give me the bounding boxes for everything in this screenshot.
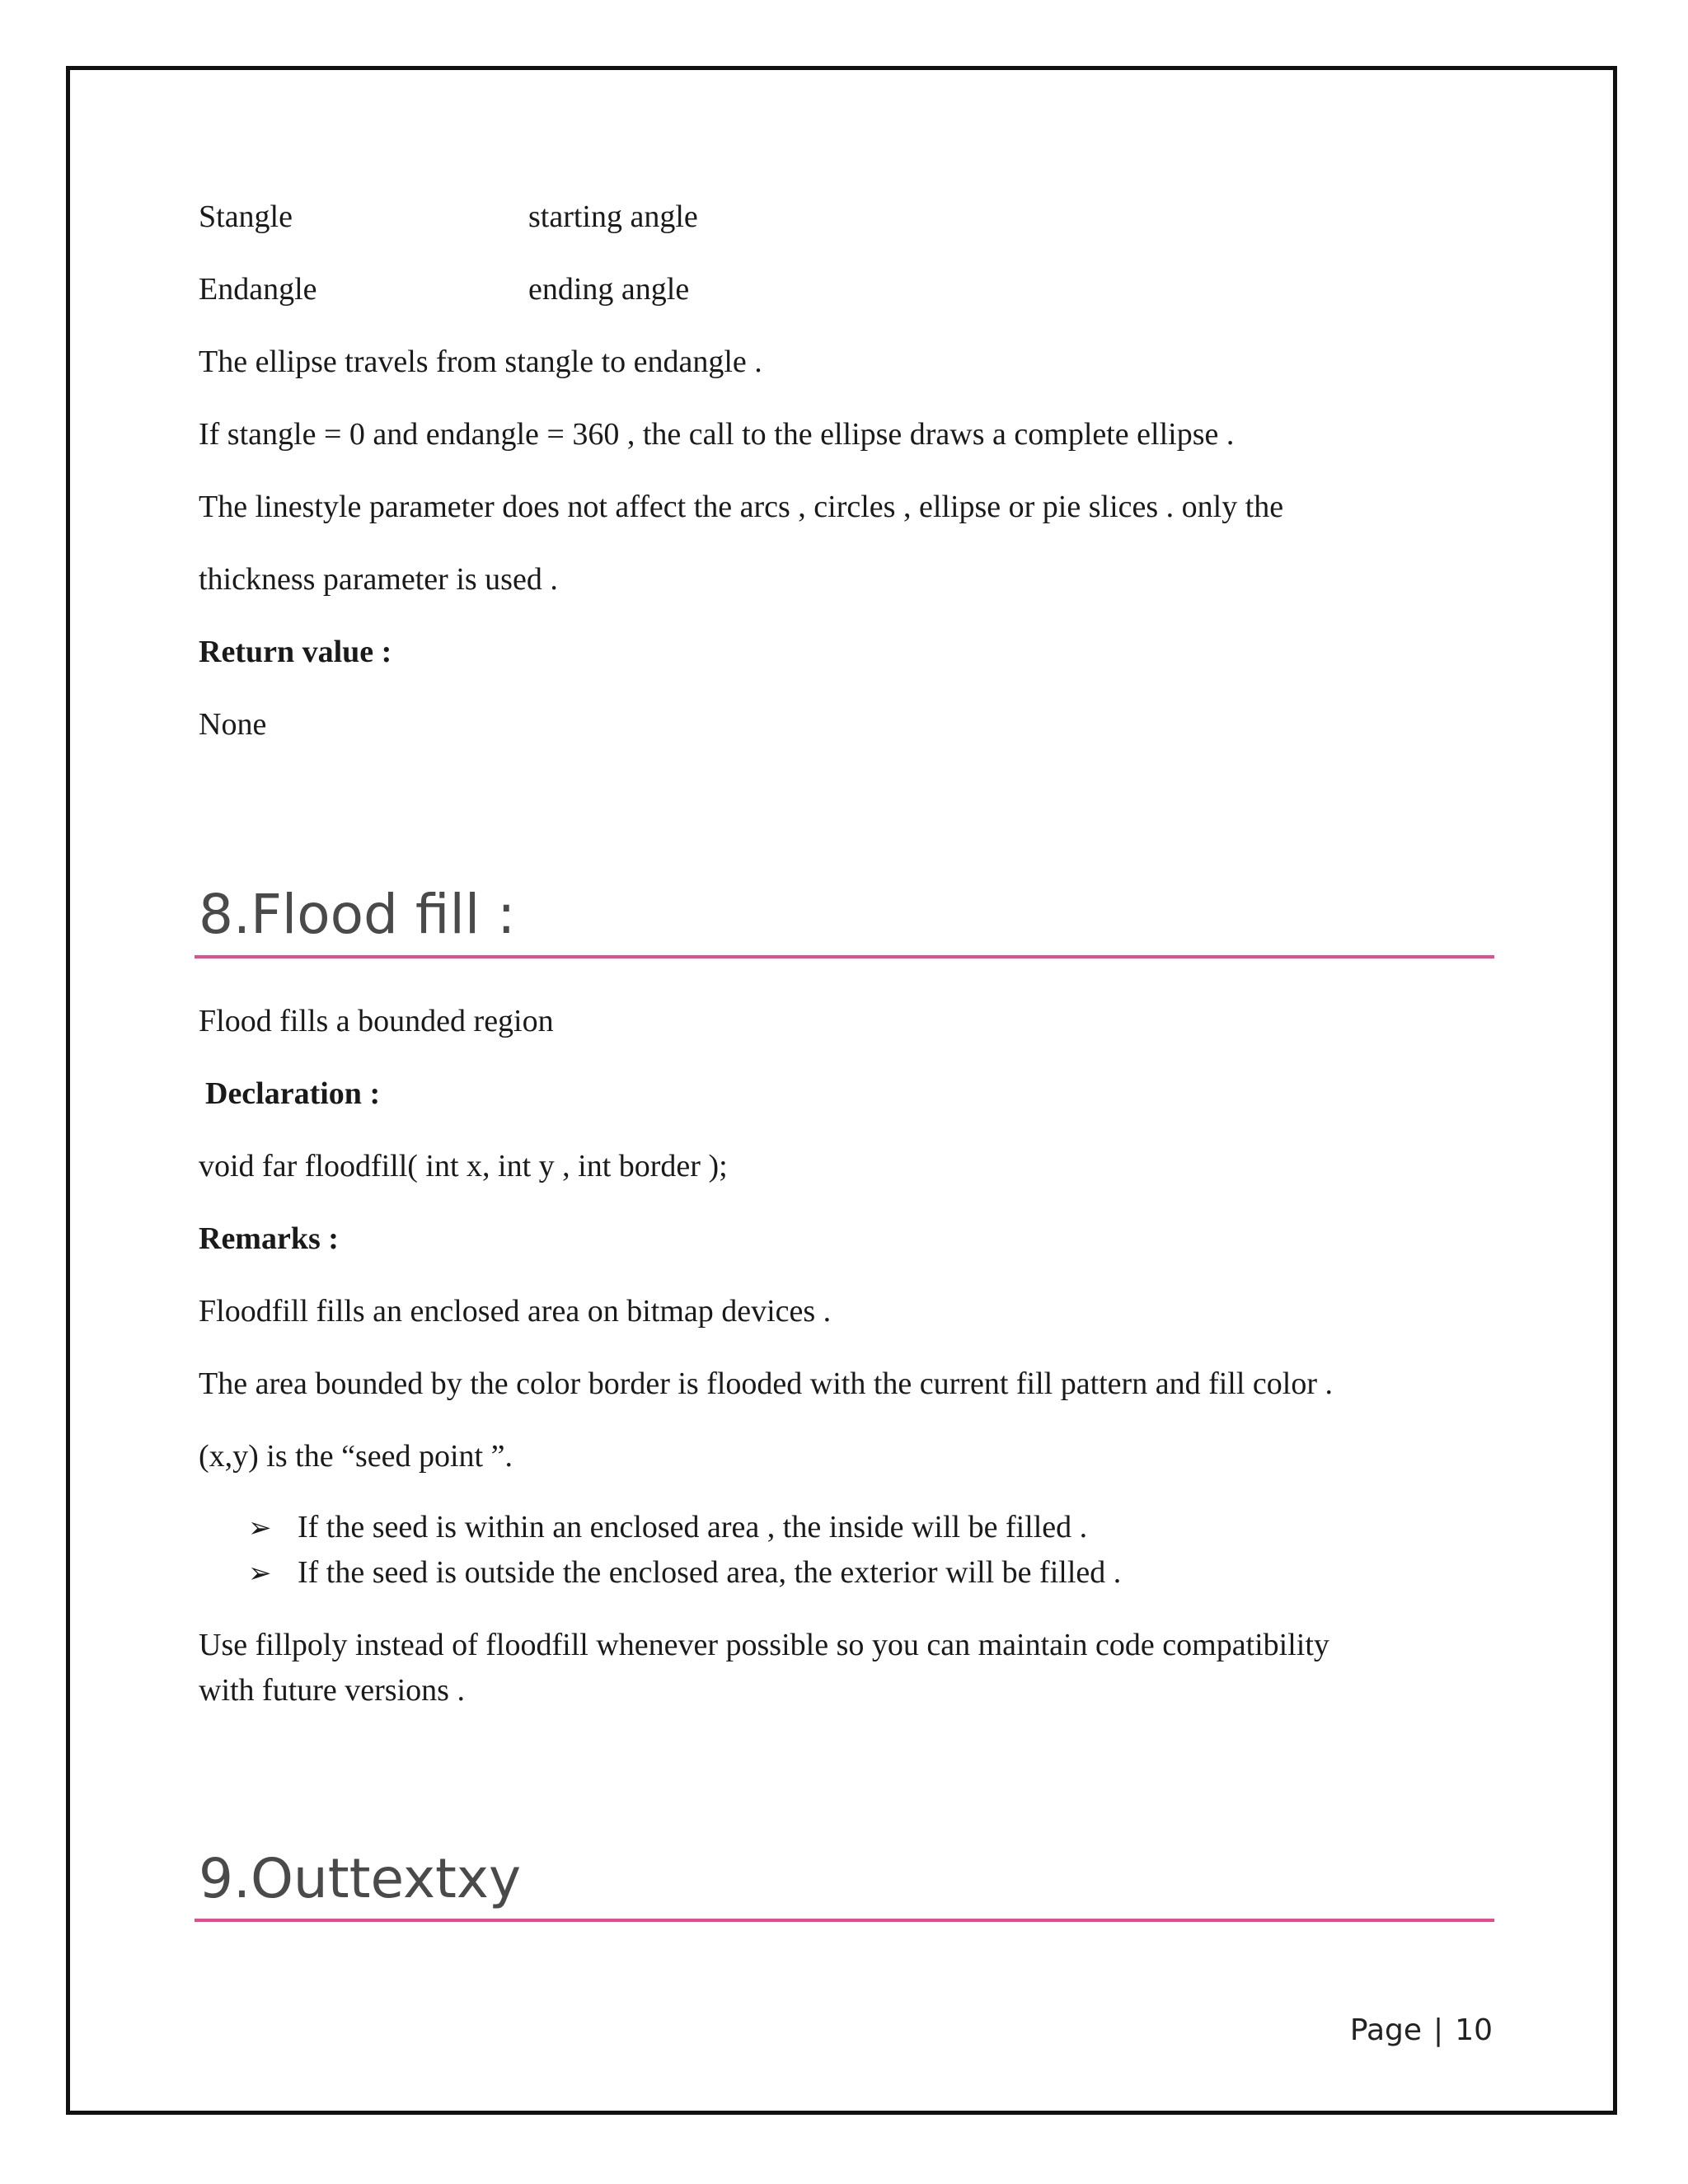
- body-text: If stangle = 0 and endangle = 360 , the call to the ellipse draws a complete ellipse .: [199, 417, 1235, 452]
- declaration-label: Declaration :: [205, 1076, 381, 1111]
- heading-underline: [195, 955, 1494, 958]
- param-name: Stangle: [199, 199, 293, 234]
- page-number: 10: [1455, 2013, 1493, 2047]
- bullet-text: If the seed is within an enclosed area , the inside will be filled .: [298, 1510, 1088, 1544]
- note-text: with future versions .: [199, 1673, 465, 1708]
- param-description: ending angle: [528, 272, 690, 307]
- section-heading-flood-fill: 8.Flood fill :: [199, 883, 516, 946]
- page-footer: [1350, 2013, 1493, 2049]
- param-description: starting angle: [528, 199, 698, 234]
- body-text: The linestyle parameter does not affect the arcs , circles , ellipse or pie slices . only the: [199, 490, 1284, 524]
- remark-text: (x,y) is the “seed point ”.: [199, 1439, 513, 1474]
- bullet-item: [248, 1508, 1087, 1547]
- page-label: Page: [1349, 2013, 1423, 2047]
- body-text: The ellipse travels from stangle to endangle .: [199, 344, 762, 379]
- body-text: thickness parameter is used .: [199, 562, 558, 597]
- declaration-code: void far floodfill( int x, int y , int border );: [199, 1149, 728, 1183]
- heading-underline: [195, 1919, 1494, 1922]
- section-summary: Flood fills a bounded region: [199, 1004, 554, 1038]
- arrow-bullet-icon: ➢: [248, 1511, 272, 1544]
- bullet-text: If the seed is outside the enclosed area, the exterior will be filled .: [298, 1555, 1122, 1590]
- remark-text: Floodfill fills an enclosed area on bitmap devices .: [199, 1294, 832, 1329]
- remarks-label: Remarks :: [199, 1221, 339, 1256]
- param-name: Endangle: [199, 272, 317, 307]
- return-value-label: Return value :: [199, 635, 392, 669]
- return-value-text: None: [199, 707, 267, 742]
- page-separator: |: [1433, 2013, 1444, 2047]
- note-text: Use fillpoly instead of floodfill whenever possible so you can maintain code compatibility: [199, 1628, 1329, 1662]
- arrow-bullet-icon: ➢: [248, 1557, 272, 1590]
- bullet-item: [248, 1554, 1121, 1592]
- section-heading-outtextxy: 9.Outtextxy: [199, 1847, 522, 1910]
- remark-text: The area bounded by the color border is flooded with the current fill pattern and fill color .: [199, 1366, 1333, 1401]
